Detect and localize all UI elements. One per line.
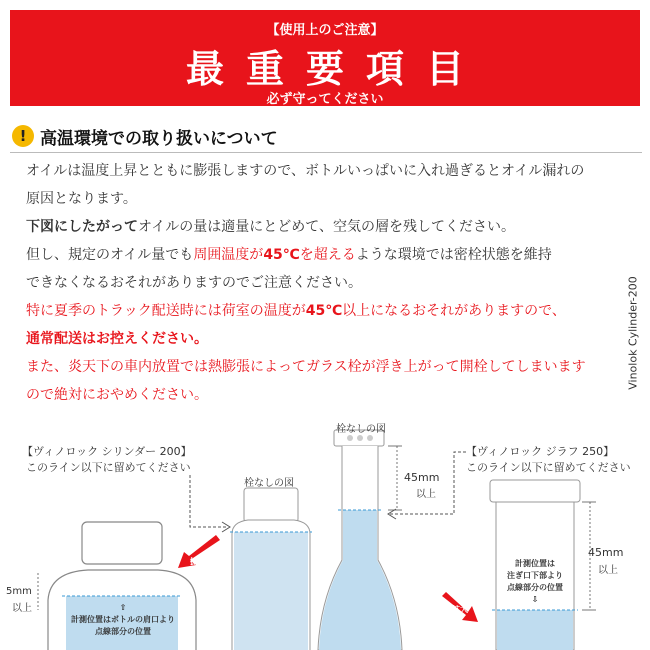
text-line: ので絶対におやめください。 [26, 387, 208, 403]
text-line [26, 300, 566, 320]
measure-text: 注ぎ口下部より [507, 571, 563, 580]
left-bottle-note: このライン以下に留めてください [26, 461, 191, 474]
text-line: 原因となります。 [26, 191, 137, 207]
section-title: 高温環境での取り扱いについて [40, 128, 278, 149]
no-stopper-label: 栓なしの図 [336, 424, 386, 435]
down-arrow-icon: ⇩ [531, 595, 539, 604]
red-bold-temp: 45℃ [263, 247, 300, 263]
min-gap-label: 5mm [6, 586, 32, 597]
right-bottle-note: このライン以下に留めてください [466, 461, 631, 474]
text-line: できなくなるおそれがありますのでご注意ください。 [26, 275, 362, 291]
measure-text: 計測位置はボトルの肩口より [71, 615, 175, 624]
warning-banner [10, 10, 640, 106]
up-arrow-icon: ⇧ [119, 603, 127, 612]
text-span: 以上になるおそれがありますので、 [342, 303, 566, 319]
red-phrase: を超える [299, 247, 356, 263]
banner-title: 最重要項目 [185, 47, 486, 91]
bold-phrase: 下図にしたがって [26, 219, 138, 235]
right-measure-note [496, 558, 574, 606]
red-phrase: 周囲温度が [193, 247, 264, 263]
min-gap-sub: 以上 [12, 603, 32, 614]
open-bottle [230, 488, 312, 650]
text-span: オイルの量は適量にとどめて、空気の層を残してください。 [138, 219, 516, 235]
measure-text: 点線部分の位置 [507, 583, 563, 592]
giraffe-gap-sub: 以上 [416, 489, 436, 500]
side-label [624, 265, 642, 400]
text-span: 特に夏季のトラック配送時には荷室の温度が [26, 303, 306, 319]
text-line [26, 216, 515, 236]
exclamation-icon: ! [12, 125, 34, 147]
measure-text: 計測位置は [515, 559, 555, 568]
banner-footer: 必ず守ってください [266, 92, 384, 107]
side-label-text: Vinolok Cylinder-200 [626, 275, 640, 390]
text-line: また、炎天下の車内放置では熱膨張によってガラス栓が浮き上がって開栓してしまいます [26, 359, 586, 375]
right-bottle-title: 【ヴィノロック ジラフ 250】 [466, 445, 615, 458]
text-line: オイルは温度上昇とともに膨張しますので、ボトルいっぱいに入れ過ぎるとオイル漏れの [26, 163, 585, 179]
left-measure-note [64, 602, 182, 638]
text-line [26, 244, 552, 264]
divider [10, 152, 642, 153]
giraffe-bottle [318, 430, 402, 650]
closeup-gap-sub: 以上 [598, 565, 618, 576]
giraffe-gap-label: 45mm [404, 471, 440, 484]
section-heading [12, 124, 278, 148]
left-bottle-title: 【ヴィノロック シリンダー 200】 [22, 445, 192, 458]
enlarge-label: 拡大 [452, 605, 468, 614]
enlarge-label: 拡大 [190, 557, 206, 566]
text-span: 但し、規定のオイル量でも [26, 247, 194, 263]
text-span: ような環境では密栓状態を維持 [355, 247, 552, 263]
measure-text: 点線部分の位置 [95, 627, 151, 636]
no-stopper-label: 栓なしの図 [244, 478, 294, 489]
text-line: 通常配送はお控えください。 [26, 331, 208, 347]
closeup-gap-label: 45mm [588, 546, 624, 559]
banner-subtitle: 【使用上のご注意】 [266, 23, 384, 38]
red-bold-temp: 45℃ [305, 303, 343, 319]
